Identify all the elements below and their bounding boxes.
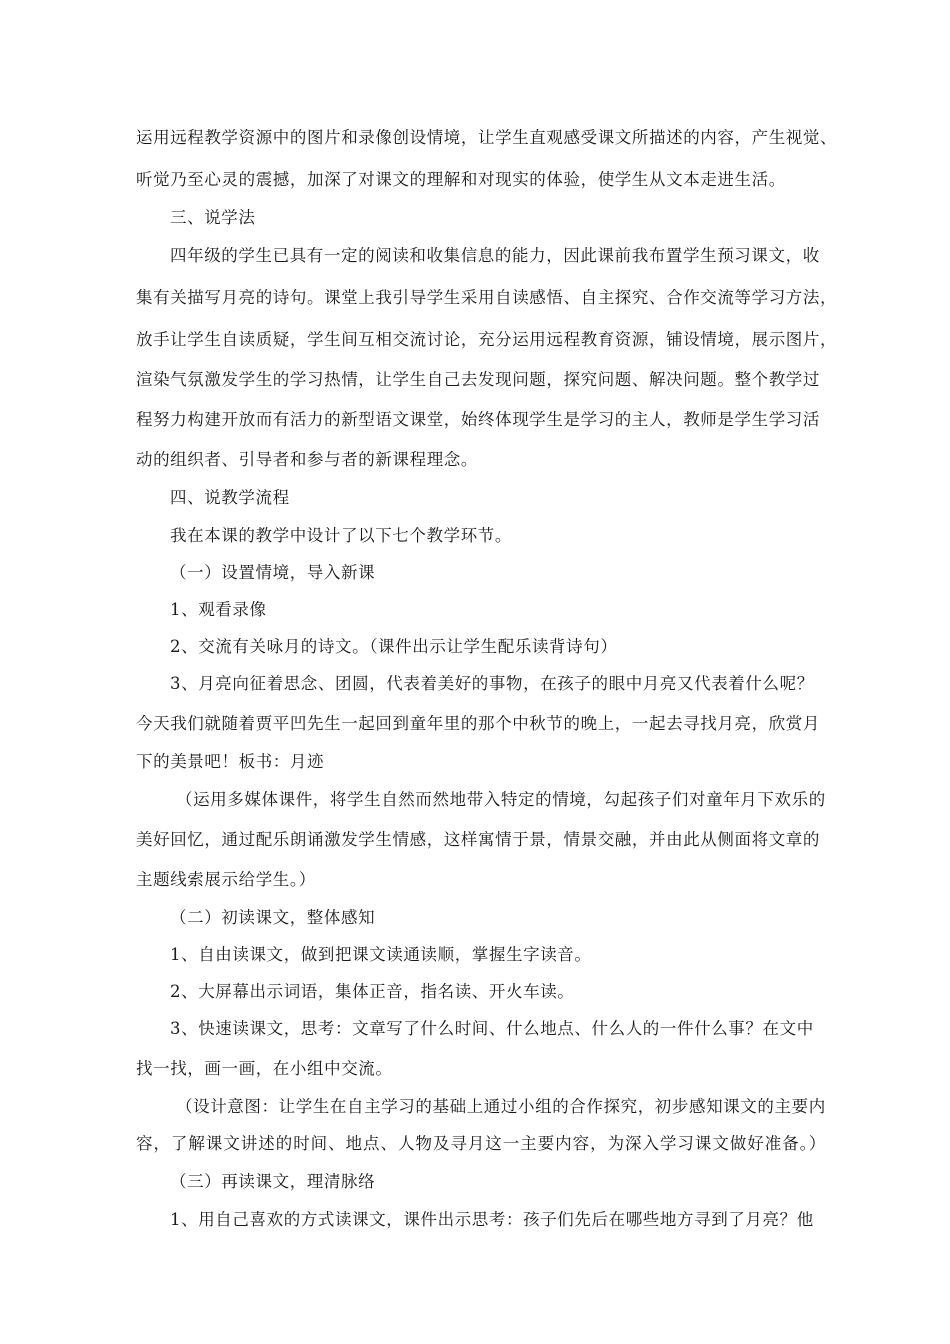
paragraph-line: 运用远程教学资源中的图片和录像创设情境，让学生直观感受课文所描述的内容，产生视觉、 [136,128,838,147]
list-item: 1、用自己喜欢的方式读课文，课件出示思考：孩子们先后在哪些地方寻到了月亮？他 [170,1210,814,1229]
list-item: 1、自由读课文，做到把课文读通读顺，掌握生字读音。 [170,945,592,964]
note-line: 美好回忆，通过配乐朗诵激发学生情感，这样寓情于景，情景交融，并由此从侧面将文章的 [136,830,820,849]
paragraph-line: 集有关描写月亮的诗句。课堂上我引导学生采用自读感悟、自主探究、合作交流等学习方法， [136,288,838,307]
list-item: 2、大屏幕出示词语，集体正音，指名读、开火车读。 [170,982,575,1001]
paragraph-line: 今天我们就随着贾平凹先生一起回到童年里的那个中秋节的晚上，一起去寻找月亮，欣赏月 [136,714,820,733]
section-heading: 三、说学法 [170,208,256,227]
note-line: 容，了解课文讲述的时间、地点、人物及寻月这一主要内容，为深入学习课文做好准备。） [136,1134,826,1153]
paragraph-line: 程努力构建开放而有活力的新型语文课堂，始终体现学生是学习的主人，教师是学生学习活 [136,410,820,429]
subsection-heading: （二）初读课文，整体感知 [170,908,376,927]
note-line: （运用多媒体课件，将学生自然而然地带入特定的情境，勾起孩子们对童年月下欢乐的 [176,790,826,809]
paragraph-line: 找一找，画一画，在小组中交流。 [136,1059,393,1078]
subsection-heading: （一）设置情境，导入新课 [170,563,376,582]
paragraph-line: 下的美景吧！板书：月迹 [136,752,325,771]
paragraph-line: 四年级的学生已具有一定的阅读和收集信息的能力，因此课前我布置学生预习课文，收 [170,246,820,265]
subsection-heading: （三）再读课文，理清脉络 [170,1172,376,1191]
paragraph-line: 放手让学生自读质疑，学生间互相交流讨论，充分运用远程教育资源，铺设情境，展示图片， [136,330,838,349]
list-item: 3、快速读课文，思考：文章写了什么时间、什么地点、什么人的一件什么事？在文中 [170,1019,814,1038]
paragraph-line: 我在本课的教学中设计了以下七个教学环节。 [170,526,512,545]
list-item: 2、交流有关咏月的诗文。（课件出示让学生配乐读背诗句） [170,637,618,656]
note-line: 主题线索展示给学生。） [136,870,316,889]
paragraph-line: 渲染气氛激发学生的学习热情，让学生自己去发现问题，探究问题、解决问题。整个教学过 [136,370,820,389]
paragraph-line: 动的组织者、引导者和参与者的新课程理念。 [136,450,478,469]
section-heading: 四、说教学流程 [170,488,290,507]
paragraph-line: 听觉乃至心灵的震撼，加深了对课文的理解和对现实的体验，使学生从文本走进生活。 [136,170,786,189]
list-item: 3、月亮向征着思念、团圆，代表着美好的事物，在孩子的眼中月亮又代表着什么呢？ [170,674,814,693]
list-item: 1、观看录像 [170,600,267,619]
note-line: （设计意图：让学生在自主学习的基础上通过小组的合作探究，初步感知课文的主要内 [176,1097,826,1116]
